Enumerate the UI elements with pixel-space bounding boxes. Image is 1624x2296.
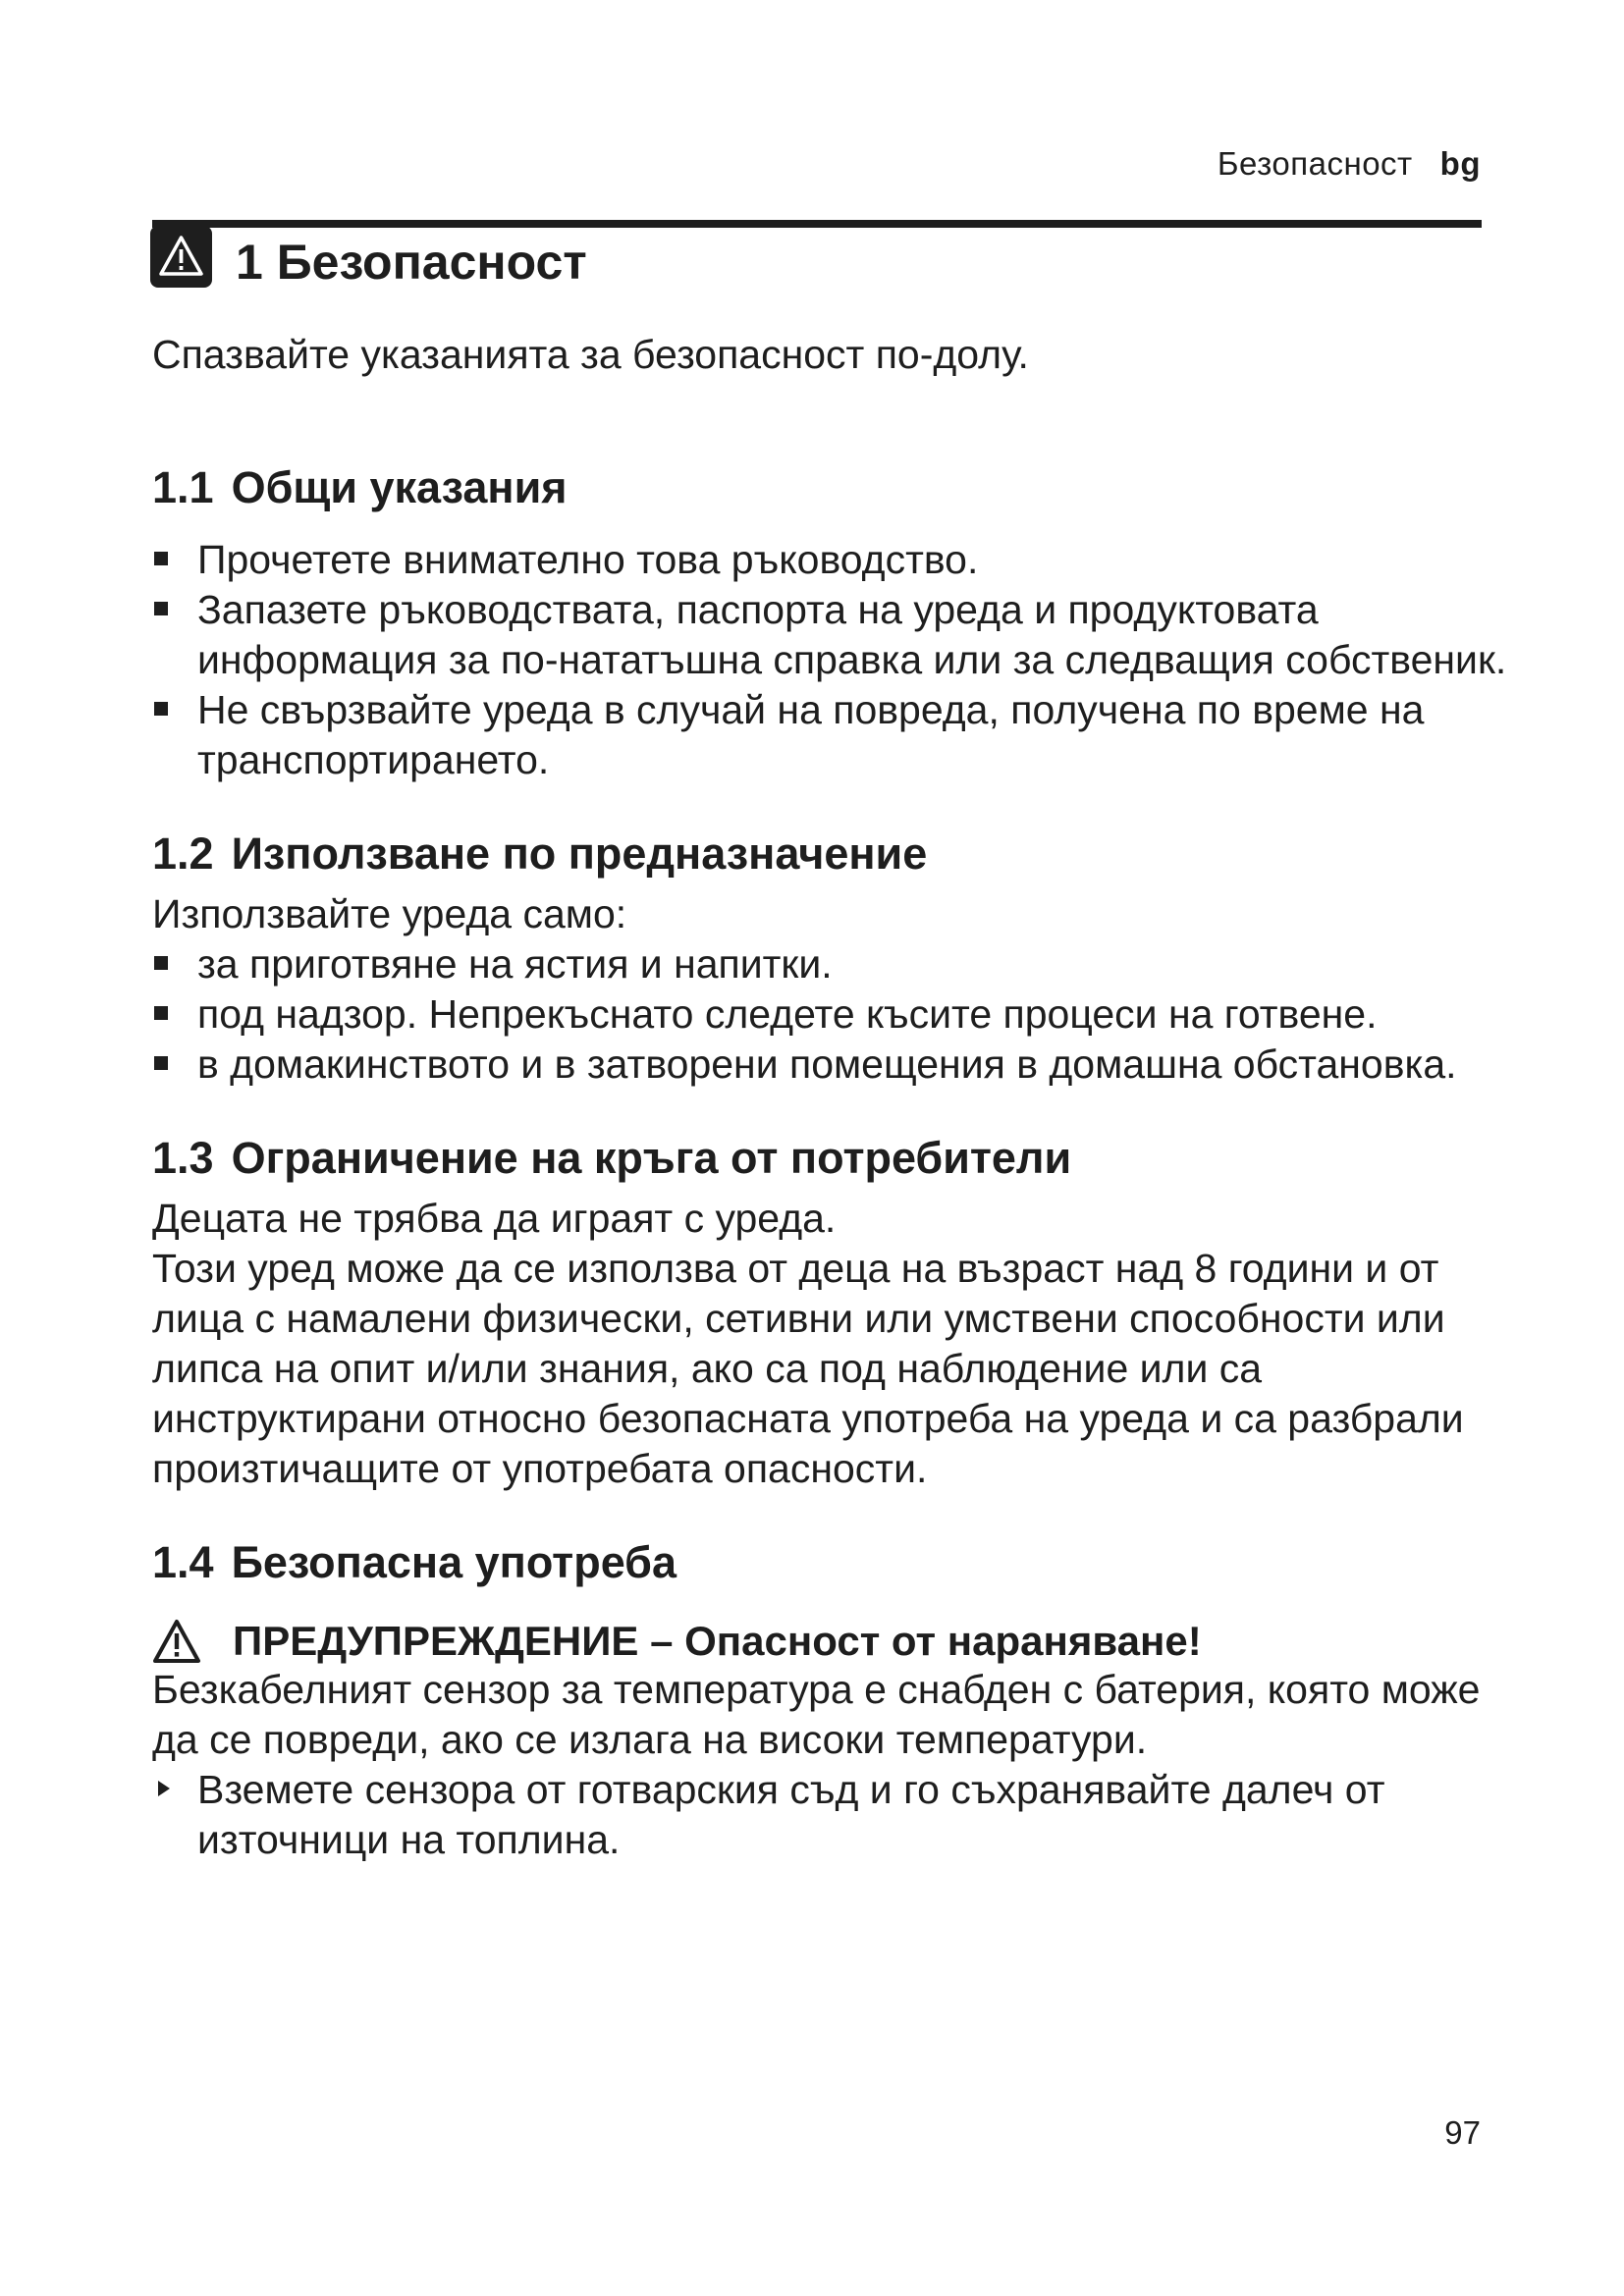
bullet-square-icon: [154, 602, 168, 615]
section-title: Безопасна употреба: [231, 1537, 677, 1587]
section-general: [152, 462, 1507, 785]
header-section-title: Безопасност: [1217, 145, 1413, 182]
section-title: Използване по предназначение: [231, 828, 928, 879]
chapter-title: 1 Безопасност: [236, 235, 587, 290]
section-number: 1.2: [152, 828, 214, 879]
list-item-text: в домакинството и в затворени помещения в домашна обстановка.: [197, 1041, 1457, 1087]
section-paragraph: Този уред може да се използва от деца на възраст над 8 години и от лица с намалени физически, сетивни или умствени способности или липса на опит и/или знания, ако са под наблюдение или са инструктирани относно безопасната употреба на уреда и са разбрали произтичащите от употребата опасности.: [152, 1246, 1464, 1491]
list-item: [152, 1040, 1507, 1090]
list-item: [152, 685, 1507, 785]
header-language-code: bg: [1439, 145, 1481, 182]
bullet-square-icon: [154, 702, 168, 716]
warning-triangle-icon: [150, 226, 212, 288]
instruction-step: [152, 1765, 1507, 1865]
warning-title: ПРЕДУПРЕЖДЕНИЕ – Опасност от нараняване!: [233, 1618, 1202, 1664]
section-number: 1.1: [152, 462, 214, 512]
section-intended-use: [152, 828, 1507, 1090]
main-content: [152, 330, 1507, 1865]
running-header: [1218, 145, 1481, 183]
list-item-text: под надзор. Непрекъснато следете късите процеси на готвене.: [197, 991, 1378, 1037]
section-user-restriction: [152, 1133, 1507, 1494]
section-heading: [152, 1537, 1507, 1588]
warning-triangle-icon: [152, 1619, 201, 1664]
instruction-list: [152, 1765, 1507, 1865]
section-lead: Използвайте уреда само:: [152, 891, 627, 936]
bullet-square-icon: [154, 552, 168, 565]
list-item-text: Запазете ръководствата, паспорта на уреда и продуктовата информация за по-нататъшна справка или за следващия собственик.: [197, 587, 1507, 682]
section-number: 1.3: [152, 1133, 214, 1183]
list-item: [152, 939, 1507, 989]
section-title: Ограничение на кръга от потребители: [231, 1133, 1072, 1183]
arrow-right-icon: [158, 1781, 170, 1796]
bullet-list: [152, 939, 1507, 1090]
list-item-text: за приготвяне на ястия и напитки.: [197, 941, 833, 987]
bullet-list: [152, 535, 1507, 785]
bullet-square-icon: [154, 1056, 168, 1070]
list-item: [152, 989, 1507, 1040]
section-heading: [152, 828, 1507, 880]
chapter-rule: [152, 220, 1482, 228]
section-title: Общи указания: [231, 462, 568, 512]
section-paragraph: Децата не трябва да играят с уреда.: [152, 1196, 837, 1241]
list-item: [152, 535, 1507, 585]
section-safe-use: [152, 1537, 1507, 1865]
section-number: 1.4: [152, 1537, 214, 1587]
instruction-text: Вземете сензора от готварския съд и го съхранявайте далеч от източници на топлина.: [197, 1767, 1385, 1862]
bullet-square-icon: [154, 956, 168, 970]
section-heading: [152, 1133, 1507, 1184]
intro-paragraph: Спазвайте указанията за безопасност по-долу.: [152, 332, 1029, 377]
warning-heading: [152, 1618, 1507, 1665]
warning-paragraph: Безкабелният сензор за температура е снабден с батерия, която може да се повреди, ако се излага на високи температури.: [152, 1667, 1481, 1762]
list-item-text: Прочетете внимателно това ръководство.: [197, 537, 979, 582]
list-item-text: Не свързвайте уреда в случай на повреда, получена по време на транспортирането.: [197, 687, 1425, 782]
section-heading: [152, 462, 1507, 513]
page-number: 97: [1444, 2114, 1481, 2151]
bullet-square-icon: [154, 1006, 168, 1020]
list-item: [152, 585, 1507, 685]
